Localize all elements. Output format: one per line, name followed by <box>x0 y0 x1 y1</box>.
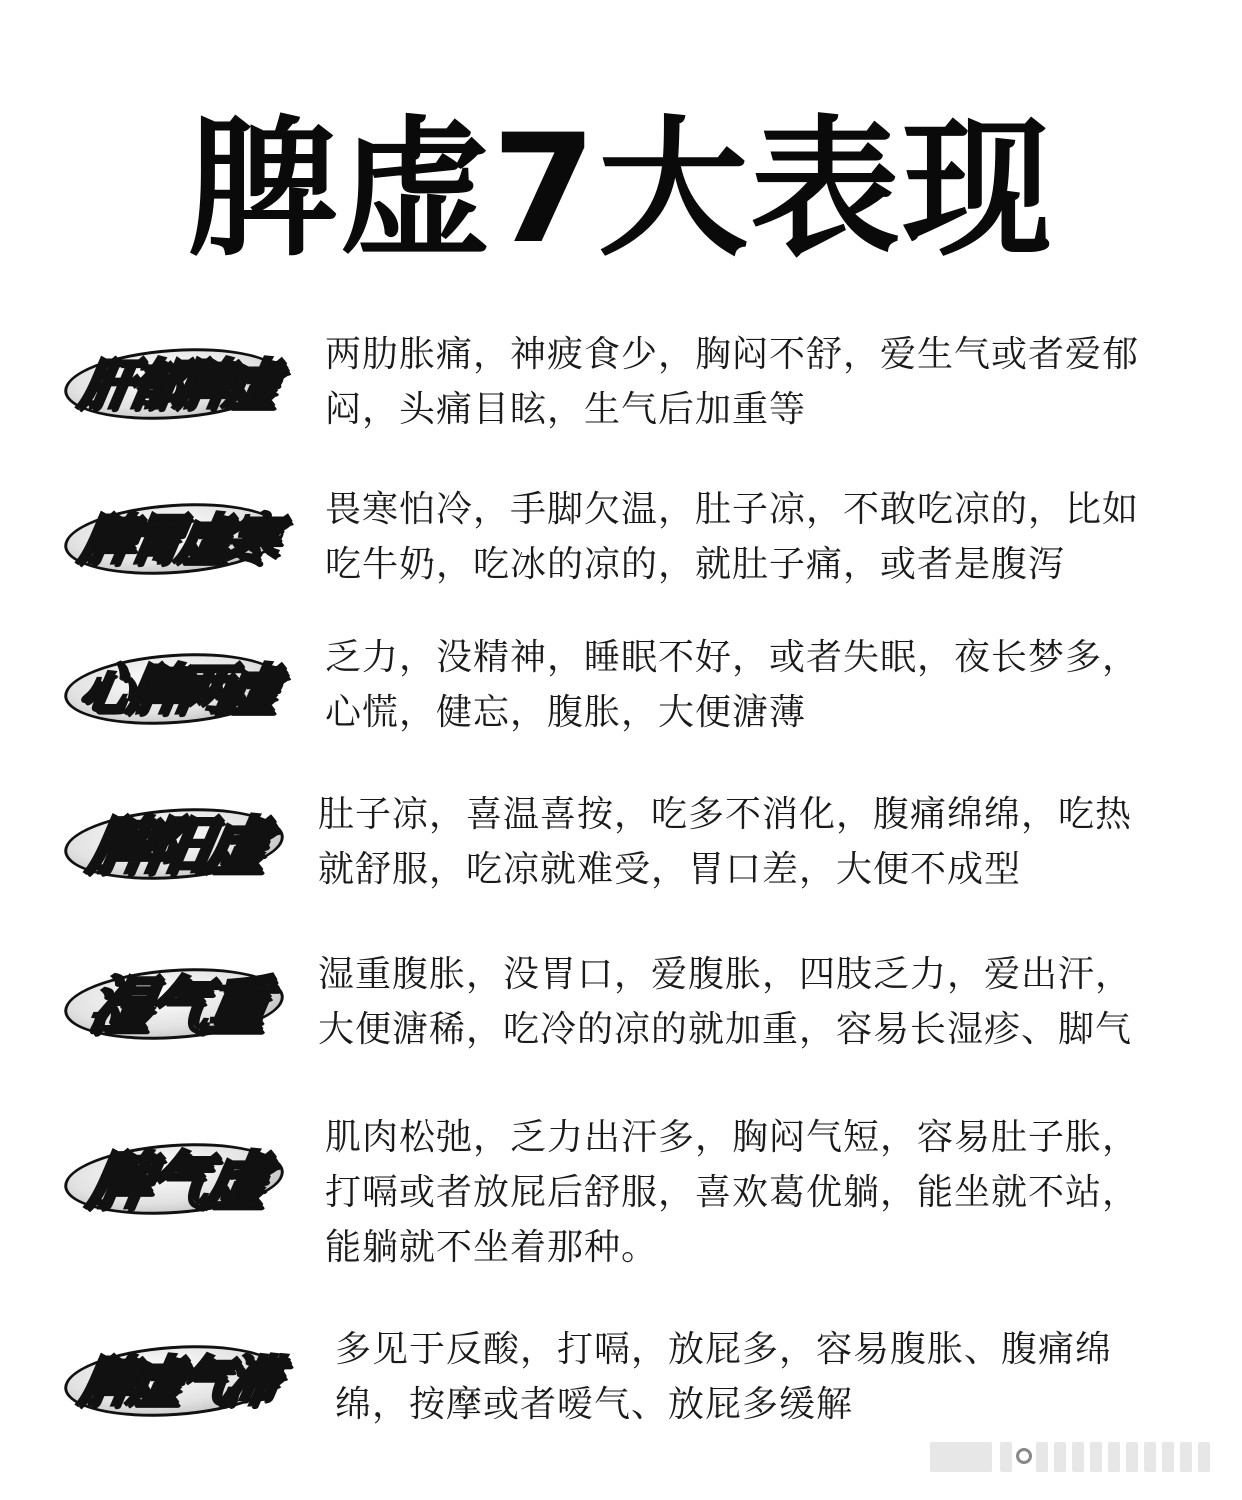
watermark-bar <box>930 1442 992 1472</box>
watermark-bar <box>1144 1442 1156 1472</box>
section-badge <box>50 480 305 590</box>
watermark-graphic <box>930 1442 1220 1472</box>
section-badge <box>50 630 305 740</box>
watermark-bar <box>1072 1442 1084 1472</box>
badge-label: 脾阳虚 <box>83 808 271 882</box>
section-description: 肚子凉，喜温喜按，吃多不消化，腹痛绵绵，吃热就舒服，吃凉就难受，胃口差，大便不成型 <box>318 794 1133 890</box>
watermark-bar <box>1180 1442 1192 1472</box>
watermark-bar <box>1162 1442 1174 1472</box>
section-description: 肌肉松弛，乏力出汗多，胸闷气短，容易肚子胀，打嗝或者放屁后舒服，喜欢葛优躺，能坐就不站，能躺就不坐着那种。 <box>325 1117 1140 1268</box>
watermark-bar <box>1126 1442 1138 1472</box>
badge-label: 脾气虚 <box>83 1143 271 1217</box>
badge-label: 湿气重 <box>83 968 271 1042</box>
section-badge <box>50 1120 305 1230</box>
section-badge <box>50 785 305 895</box>
badge-label: 脾胃虚寒 <box>75 507 279 571</box>
page-title: 脾虚7大表现 <box>187 103 1055 277</box>
watermark-bar <box>1108 1442 1120 1472</box>
watermark-bar <box>1036 1442 1048 1472</box>
watermark-bar <box>1198 1442 1210 1472</box>
watermark-bar <box>1090 1442 1102 1472</box>
badge-label: 心脾两虚 <box>75 657 279 721</box>
section-badge <box>50 945 305 1055</box>
watermark-bar <box>1054 1442 1066 1472</box>
section-description: 乏力，没精神，睡眠不好，或者失眠，夜长梦多，心慌，健忘，腹胀，大便溏薄 <box>325 637 1140 733</box>
section-description: 畏寒怕冷，手脚欠温，肚子凉，不敢吃凉的，比如吃牛奶，吃冰的凉的，就肚子痛，或者是腹泻 <box>325 489 1140 585</box>
section-badge <box>50 325 305 435</box>
badge-label: 肝郁脾虚 <box>75 352 279 416</box>
watermark-dot-icon <box>1016 1448 1032 1464</box>
badge-label: 脾虚气滞 <box>75 1349 279 1413</box>
section-description: 多见于反酸，打嗝，放屁多，容易腹胀、腹痛绵绵，按摩或者嗳气、放屁多缓解 <box>335 1329 1113 1425</box>
section-description: 湿重腹胀，没胃口，爱腹胀，四肢乏力，爱出汗，大便溏稀，吃冷的凉的就加重，容易长湿疹、脚气 <box>318 954 1133 1050</box>
watermark-bar <box>1000 1442 1012 1472</box>
section-description: 两肋胀痛，神疲食少，胸闷不舒，爱生气或者爱郁闷，头痛目眩，生气后加重等 <box>325 334 1140 430</box>
section-badge <box>50 1322 305 1432</box>
